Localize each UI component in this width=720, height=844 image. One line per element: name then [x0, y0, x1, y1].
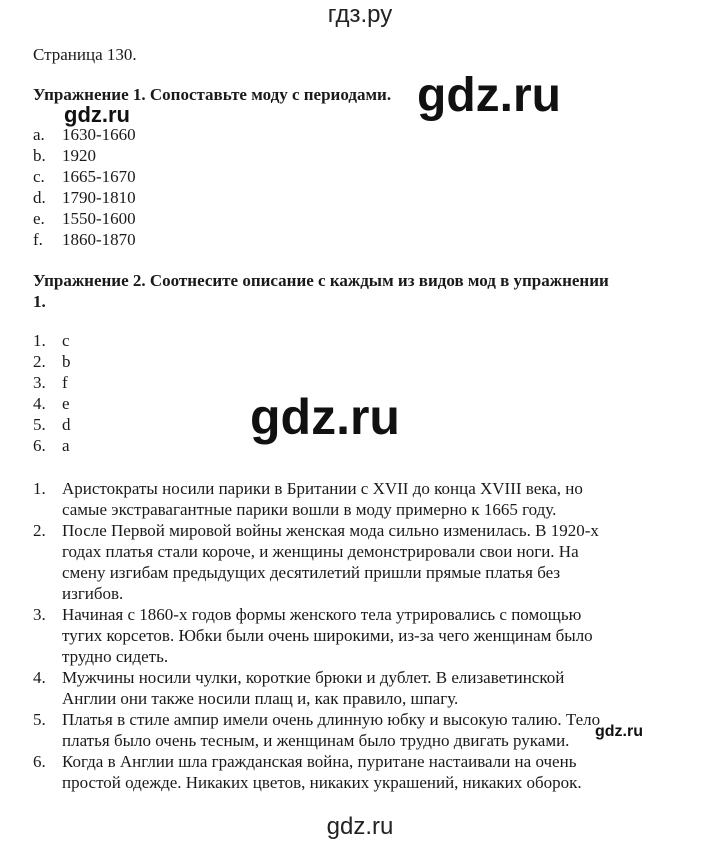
list-item — [33, 393, 71, 414]
list-item — [33, 667, 633, 709]
list-marker: 1. — [33, 331, 46, 350]
list-item — [33, 478, 633, 520]
list-marker: a. — [33, 125, 45, 144]
answer-text: d — [62, 415, 71, 434]
description-line: Когда в Англии шла гражданская война, пуритане настаивали на очень — [62, 752, 577, 771]
exercise-1-list — [33, 124, 136, 250]
description-line: годах платья стали короче, и женщины демонстрировали свои ноги. На — [62, 542, 579, 561]
watermark-small-left: gdz.ru — [64, 102, 130, 127]
list-item — [33, 709, 633, 751]
list-marker: 4. — [33, 394, 46, 413]
watermark-large-middle: gdz.ru — [250, 389, 400, 445]
list-marker: 2. — [33, 352, 46, 371]
list-item — [33, 435, 71, 456]
list-item — [33, 351, 71, 372]
list-marker: 1. — [33, 479, 46, 498]
list-marker: 3. — [33, 373, 46, 392]
list-item — [33, 187, 136, 208]
description-line: простой одежде. Никаких цветов, никаких украшений, никаких оборок. — [62, 773, 582, 792]
description-line: трудно сидеть. — [62, 647, 169, 666]
list-item — [33, 208, 136, 229]
list-marker: d. — [33, 188, 46, 207]
list-marker: 3. — [33, 605, 46, 624]
list-item — [33, 229, 136, 250]
site-footer: gdz.ru — [326, 813, 394, 840]
list-item — [33, 372, 71, 393]
answer-text: f — [62, 373, 68, 392]
exercise-2-descriptions — [33, 478, 633, 793]
list-marker: c. — [33, 167, 45, 186]
exercise-2-title-line-2: 1. — [33, 292, 46, 311]
period-text: 1860-1870 — [62, 230, 136, 249]
answer-text: e — [62, 394, 70, 413]
site-header: гдз.ру — [327, 1, 393, 28]
list-marker: 6. — [33, 436, 46, 455]
period-text: 1920 — [62, 146, 96, 165]
description-line: самые экстравагантные парики вошли в моду примерно к 1665 году. — [62, 500, 557, 519]
list-marker: b. — [33, 146, 46, 165]
period-text: 1665-1670 — [62, 167, 136, 186]
page-number: Страница 130. — [33, 45, 137, 64]
exercise-1-title: Упражнение 1. Сопоставьте моду с периодами. — [33, 85, 392, 104]
period-text: 1790-1810 — [62, 188, 136, 207]
list-marker: 5. — [33, 710, 46, 729]
list-marker: 2. — [33, 521, 46, 540]
list-item — [33, 414, 71, 435]
list-item — [33, 604, 633, 667]
description-line: Англии они также носили плащ и, как правило, шпагу. — [62, 689, 459, 708]
description-line: тугих корсетов. Юбки были очень широкими, из-за чего женщинам было — [62, 626, 593, 645]
list-item — [33, 330, 71, 351]
list-item — [33, 166, 136, 187]
list-item — [33, 145, 136, 166]
answer-text: b — [62, 352, 71, 371]
watermark-large-top: gdz.ru — [417, 69, 561, 122]
list-marker: f. — [33, 230, 43, 249]
description-line: изгибов. — [62, 584, 124, 603]
description-line: смену изгибам предыдущих десятилетий пришли прямые платья без — [62, 563, 561, 582]
description-line: Начиная с 1860-х годов формы женского тела утрировались с помощью — [62, 605, 582, 624]
answer-text: a — [62, 436, 70, 455]
watermark-small-right: gdz.ru — [595, 723, 643, 740]
description-line: Платья в стиле ампир имели очень длинную юбку и высокую талию. Тело — [62, 710, 601, 729]
list-marker: 4. — [33, 668, 46, 687]
description-line: Мужчины носили чулки, короткие брюки и дублет. В елизаветинской — [62, 668, 565, 687]
answer-text: c — [62, 331, 70, 350]
list-marker: 5. — [33, 415, 46, 434]
list-item — [33, 751, 633, 793]
exercise-2-answers — [33, 330, 71, 456]
description-line: После Первой мировой войны женская мода сильно изменилась. В 1920-х — [62, 521, 599, 540]
list-marker: 6. — [33, 752, 46, 771]
period-text: 1630-1660 — [62, 125, 136, 144]
period-text: 1550-1600 — [62, 209, 136, 228]
description-line: Аристократы носили парики в Британии с XVII до конца XVIII века, но — [62, 479, 583, 498]
list-item — [33, 520, 633, 604]
list-item — [33, 124, 136, 145]
description-line: платья было очень тесным, и женщинам было трудно двигать руками. — [62, 731, 570, 750]
list-marker: e. — [33, 209, 45, 228]
exercise-2-title-line-1: Упражнение 2. Соотнесите описание с каждым из видов мод в упражнении — [33, 271, 609, 290]
